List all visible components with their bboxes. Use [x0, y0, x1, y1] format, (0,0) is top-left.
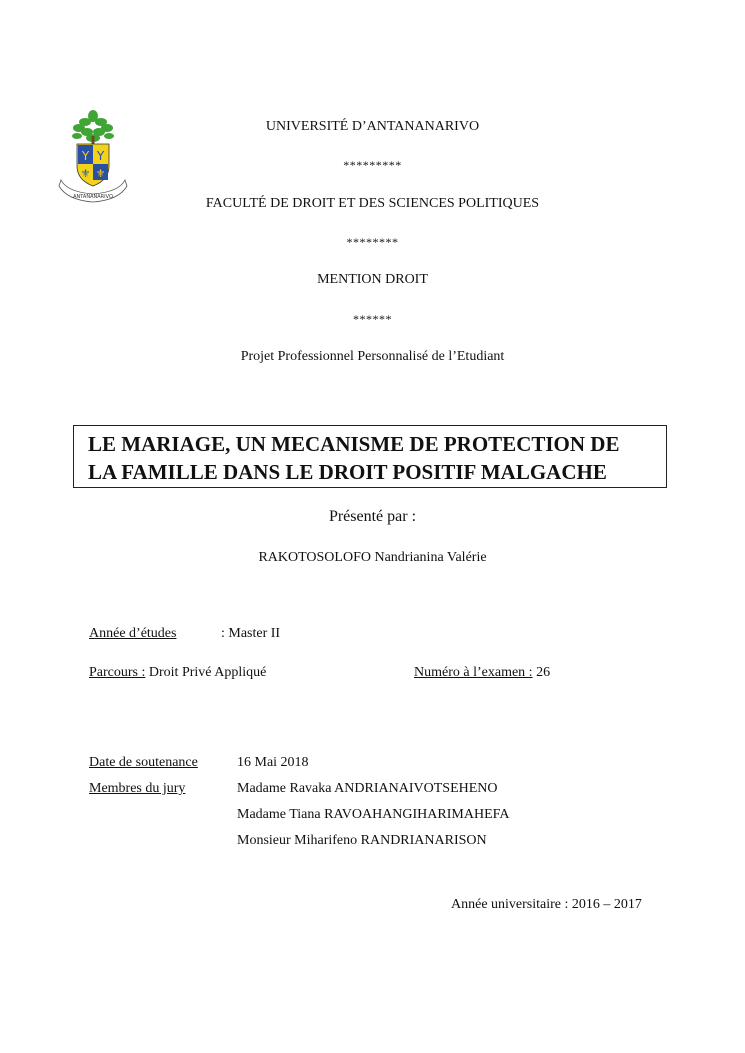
- thesis-title-line: LA FAMILLE DANS LE DROIT POSITIF MALGACHE: [88, 460, 607, 484]
- academic-year: Année universitaire : 2016 – 2017: [451, 897, 642, 912]
- study-year-value: : Master II: [221, 626, 281, 641]
- track-row: [89, 665, 266, 681]
- svg-text:⚜: ⚜: [80, 167, 91, 180]
- thesis-title-line: LE MARIAGE, UN MECANISME DE PROTECTION DE: [88, 432, 620, 456]
- jury-member: Madame Ravaka ANDRIANAIVOTSEHENO: [237, 781, 498, 796]
- jury-label: Membres du jury: [89, 781, 186, 796]
- faculty-name: FACULTÉ DE DROIT ET DES SCIENCES POLITIQUES: [205, 196, 540, 211]
- presented-by-label: Présenté par :: [328, 508, 417, 525]
- thesis-title-box: [73, 425, 667, 488]
- jury-member: Madame Tiana RAVOAHANGIHARIMAHEFA: [237, 807, 510, 822]
- separator-stars: ******: [353, 312, 392, 326]
- svg-text:Y: Y: [81, 149, 90, 163]
- svg-text:Y: Y: [96, 149, 105, 163]
- exam-number-label: Numéro à l’examen :: [414, 665, 533, 680]
- track-label: Parcours :: [89, 665, 146, 680]
- defense-date-value: 16 Mai 2018: [237, 755, 309, 770]
- jury-member: Monsieur Miharifeno RANDRIANARISON: [237, 833, 487, 848]
- separator-stars: *********: [343, 158, 402, 172]
- study-year-label: Année d’études: [89, 626, 177, 641]
- author-name: RAKOTOSOLOFO Nandrianina Valérie: [258, 550, 487, 565]
- separator-stars: ********: [346, 235, 399, 249]
- mention-name: MENTION DROIT: [317, 272, 428, 287]
- project-type: Projet Professionnel Personnalisé de l’Etudiant: [240, 349, 505, 364]
- svg-text:⚜: ⚜: [95, 167, 106, 180]
- exam-number-row: [414, 665, 550, 681]
- defense-date-label: Date de soutenance: [89, 755, 198, 770]
- track-value: Droit Privé Appliqué: [145, 665, 267, 680]
- exam-number-value: 26: [532, 665, 551, 680]
- svg-text:ANTANANARIVO: ANTANANARIVO: [73, 194, 113, 200]
- university-name: UNIVERSITÉ D’ANTANANARIVO: [265, 119, 480, 134]
